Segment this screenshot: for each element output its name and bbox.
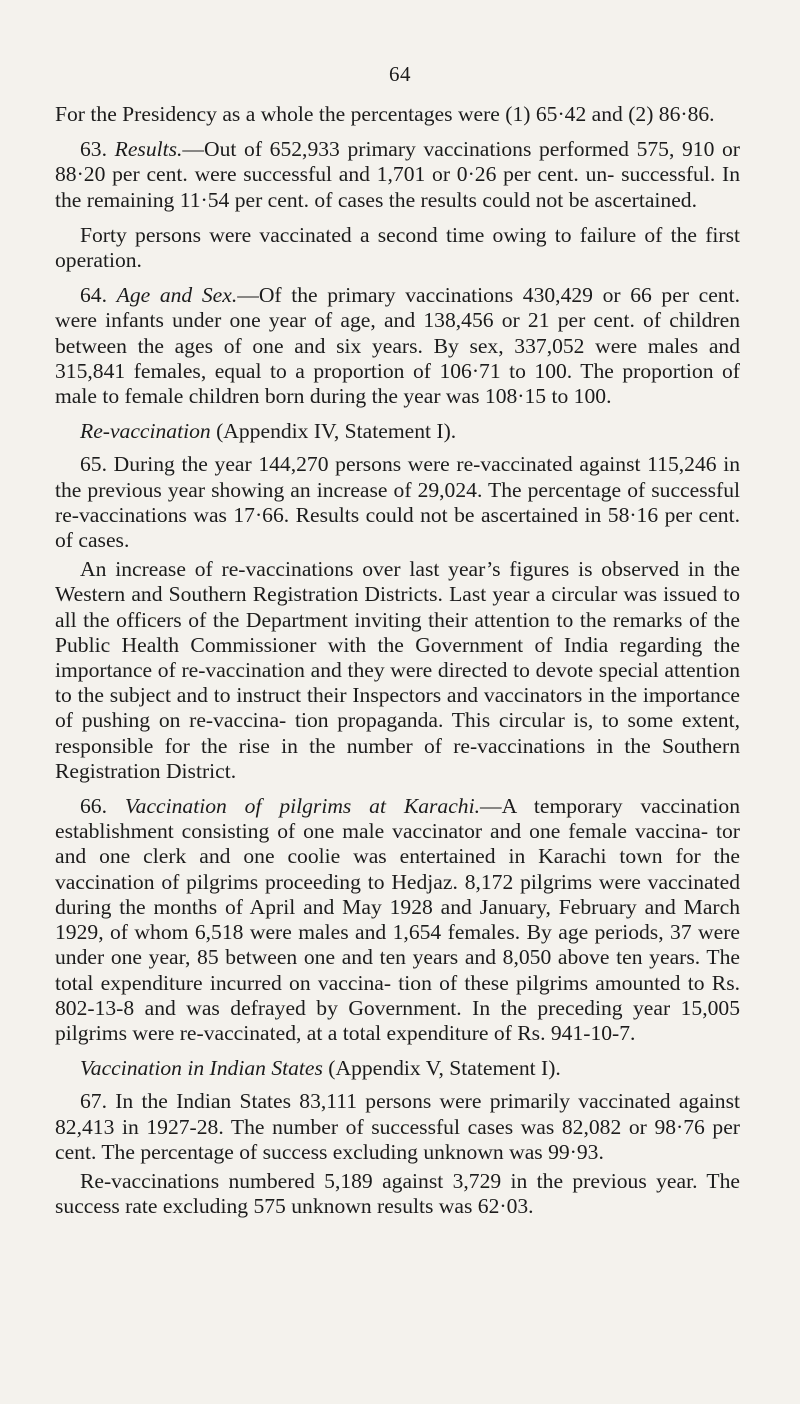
- paragraph-presidency-percentages: For the Presidency as a whole the percentages were (1) 65·42 and (2) 86·86.: [55, 102, 715, 126]
- paragraph-number: 64.: [80, 283, 107, 308]
- heading-indian-states-reference: (Appendix V, Statement I).: [322, 1056, 561, 1081]
- paragraph-63-results: [55, 137, 740, 213]
- heading-indian-states: [55, 1056, 740, 1081]
- paragraph-66-pilgrims: [55, 794, 740, 1046]
- paragraph-64-age-sex: [55, 283, 740, 409]
- paragraph-number: 63.: [80, 137, 107, 162]
- paragraph-text: —Out of 652,933 primary vaccinations performed 575, 910 or 88·20 per cent. were successful and 1,701 or 0·26 per cent. un- successful. In the remaining 11·54 per cent. of cases the results could not be ascertained.: [55, 137, 741, 212]
- paragraph-65-revaccination: 65. During the year 144,270 persons were re-vaccinated against 115,246 in the previous year showing an increase of 29,024. The percentage of successful re-vaccinations was 17·66. Results could not be ascertained in 58·16 per cent. of cases.: [55, 452, 740, 553]
- report-body: [55, 102, 740, 1229]
- section-title-age-sex: Age and Sex.: [116, 283, 238, 308]
- heading-revaccination-reference: (Appendix IV, Statement I).: [210, 419, 457, 444]
- page-number: 64: [389, 62, 411, 86]
- section-title-results: Results.: [114, 137, 183, 162]
- heading-revaccination: [55, 419, 740, 444]
- section-title-pilgrims: Vaccination of pilgrims at Karachi.: [124, 794, 481, 819]
- paragraph-states-revaccinations: Re-vaccinations numbered 5,189 against 3,729 in the previous year. The success rate excluding 575 unknown results was 62·03.: [55, 1168, 740, 1219]
- heading-revaccination-title: Re-vaccination: [80, 419, 211, 444]
- paragraph-forty-persons: Forty persons were vaccinated a second time owing to failure of the first operation.: [55, 222, 740, 273]
- paragraph-revaccination-increase: An increase of re-vaccinations over last year’s figures is observed in the Western and Southern Registration Districts. Last year a circular was issued to all the officers of the Department inviting their attention to the remarks of the Public Health Commissioner with the Government of India regarding the importance of re-vaccination and they were directed to devote special attention to the subject and to instruct their Inspectors and vaccinators in the importance of pushing on re-vaccina- tion propaganda. This circular is, to some extent, responsible for the rise in the number of re-vaccinations in the Southern Registration District.: [55, 557, 740, 783]
- paragraph-text: —A temporary vaccination establishment consisting of one male vaccinator and one female vaccina- tor and one clerk and one coolie was entertained in Karachi town for the vaccination of pilgrims proceeding to Hedjaz. 8,172 pilgrims were vaccinated during the months of April and May 1928 and January, February and March 1929, of whom 6,518 were males and 1,654 females. By age periods, 37 were under one year, 85 between one and ten years and 8,050 above ten years. The total expenditure incurred on vaccina- tion of these pilgrims amounted to Rs. 802-13-8 and was defrayed by Government. In the preceding year 15,005 pilgrims were re-vaccinated, at a total expenditure of Rs. 941-10-7.: [55, 794, 740, 1045]
- heading-indian-states-title: Vaccination in Indian States: [80, 1056, 323, 1081]
- paragraph-number: 66.: [80, 794, 107, 819]
- paragraph-67-indian-states: 67. In the Indian States 83,111 persons were primarily vaccinated against 82,413 in 1927-28. The number of successful cases was 82,082 or 98·76 per cent. The percentage of success excluding unknown was 99·93.: [55, 1089, 740, 1164]
- paragraph-text: —Of the primary vaccinations 430,429 or 66 per cent. were infants under one year of age, and 138,456 or 21 per cent. of children between the ages of one and six years. By sex, 337,052 were males and 315,841 females, equal to a proportion of 106·71 to 100. The proportion of male to female children born during the year was 108·15 to 100.: [55, 283, 741, 409]
